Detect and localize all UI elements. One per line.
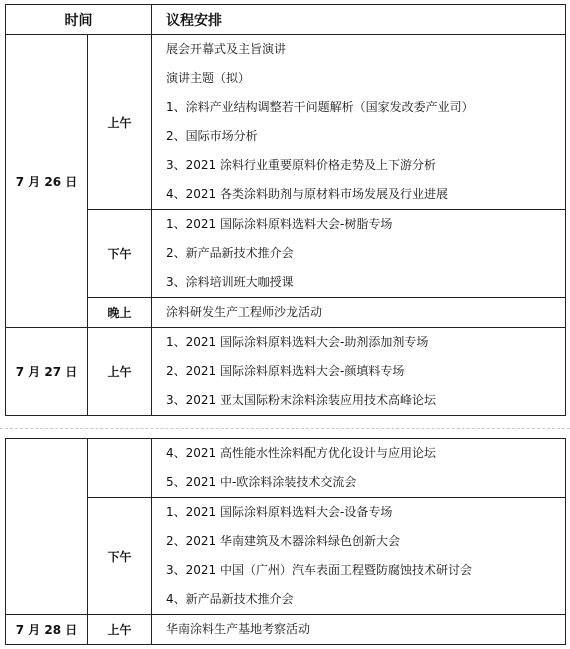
day2-morning-items (152, 328, 566, 416)
day2-afternoon-items (152, 498, 566, 615)
day2-morning-cont-items (152, 439, 566, 498)
schedule-header: 议程安排 (152, 5, 566, 35)
day1-morning-items (152, 35, 566, 210)
agenda-item: 5、2021 中-欧涂料涂装技术交流会 (166, 475, 357, 489)
day1-afternoon-items (152, 210, 566, 298)
agenda-item: 3、2021 中国（广州）汽车表面工程暨防腐蚀技术研讨会 (166, 563, 472, 577)
agenda-item: 2、国际市场分析 (166, 129, 258, 143)
day2-afternoon-label: 下午 (88, 498, 152, 615)
agenda-item: 3、2021 涂料行业重要原料价格走势及上下游分析 (166, 158, 436, 172)
page-break-line (0, 428, 570, 429)
day2-date-cont (6, 439, 88, 615)
agenda-item: 1、涂料产业结构调整若干问题解析（国家发改委产业司） (166, 100, 474, 114)
day1-afternoon-row (6, 210, 566, 298)
agenda-item: 2、2021 华南建筑及木器涂料绿色创新大会 (166, 534, 400, 548)
agenda-item: 3、2021 亚太国际粉末涂料涂装应用技术高峰论坛 (166, 393, 436, 407)
day2-morning-label: 上午 (88, 328, 152, 416)
header-row (6, 5, 566, 35)
day1-evening-row (6, 298, 566, 328)
day3-morning-label: 上午 (88, 615, 152, 645)
day2-morning-cont-label (88, 439, 152, 498)
agenda-item: 4、2021 各类涂料助剂与原材料市场发展及行业进展 (166, 187, 448, 201)
day2-morning-cont-row (6, 439, 566, 498)
agenda-item: 涂料研发生产工程师沙龙活动 (166, 305, 323, 319)
day1-afternoon-label: 下午 (88, 210, 152, 298)
day1-morning-label: 上午 (88, 35, 152, 210)
day2-afternoon-row (6, 498, 566, 615)
agenda-item: 1、2021 国际涂料原料选料大会-树脂专场 (166, 217, 393, 231)
agenda-item: 2、新产品新技术推介会 (166, 246, 294, 260)
day3-morning-row (6, 615, 566, 645)
day1-morning-row (6, 35, 566, 210)
time-header: 时间 (6, 5, 152, 35)
day1-evening-label: 晚上 (88, 298, 152, 328)
agenda-item: 华南涂料生产基地考察活动 (166, 622, 311, 636)
day1-date: 7 月 26 日 (6, 35, 88, 328)
agenda-table-part1 (5, 4, 566, 416)
agenda-item: 展会开幕式及主旨演讲 (166, 42, 287, 56)
agenda-item: 2、2021 国际涂料原料选料大会-颜填料专场 (166, 364, 405, 378)
day2-morning-row (6, 328, 566, 416)
agenda-table-part2 (5, 438, 566, 645)
day3-morning-items (152, 615, 566, 645)
day3-date: 7 月 28 日 (6, 615, 88, 645)
agenda-item: 演讲主题（拟） (166, 71, 251, 85)
agenda-item: 4、新产品新技术推介会 (166, 592, 294, 606)
agenda-item: 3、涂料培训班大咖授课 (166, 275, 294, 289)
agenda-item: 1、2021 国际涂料原料选料大会-设备专场 (166, 505, 393, 519)
agenda-item: 4、2021 高性能水性涂料配方优化设计与应用论坛 (166, 446, 436, 460)
day1-evening-items (152, 298, 566, 328)
agenda-item: 1、2021 国际涂料原料选料大会-助剂添加剂专场 (166, 335, 429, 349)
day2-date: 7 月 27 日 (6, 328, 88, 416)
